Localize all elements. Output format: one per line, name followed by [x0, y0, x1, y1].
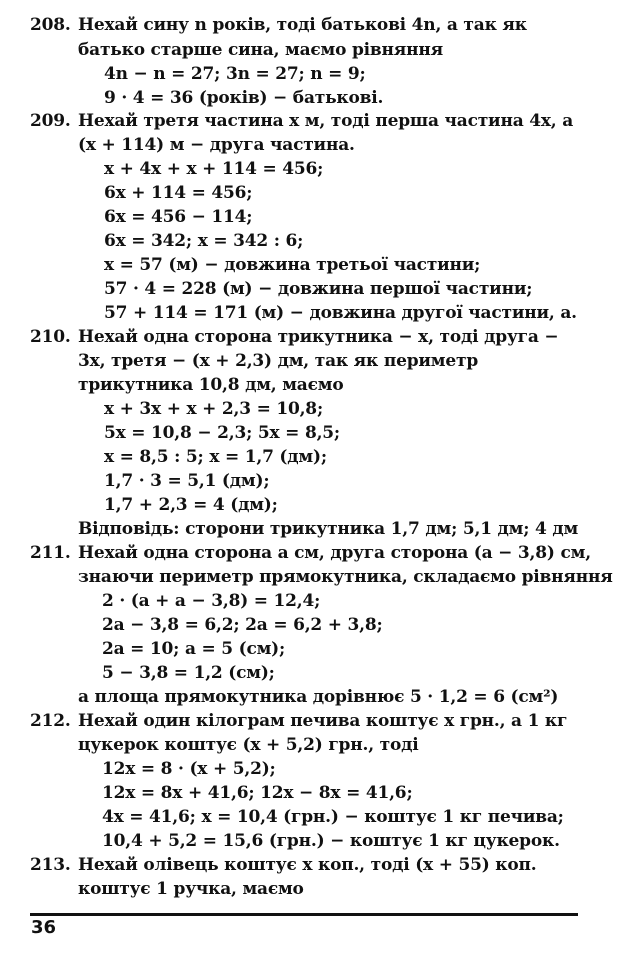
problem-number: 208.: [30, 15, 71, 35]
problem-211-line-2: знаючи периметр прямокутника, складаємо рівняння: [78, 567, 613, 587]
problem-212-line-5: 4x = 41,6; x = 10,4 (грн.) − коштує 1 кг печива;: [102, 807, 564, 827]
problem-209-line-2: (x + 114) м − друга частина.: [78, 135, 355, 155]
problem-209-line-3: x + 4x + x + 114 = 456;: [104, 159, 324, 179]
problem-211-line-4: 2а − 3,8 = 6,2; 2а = 6,2 + 3,8;: [102, 615, 383, 635]
problem-210-line-5: 5x = 10,8 − 2,3; 5x = 8,5;: [104, 423, 340, 443]
problem-208-line-2: батько старше сина, маємо рівняння: [78, 40, 443, 60]
problem-212-line-2: цукерок коштує (x + 5,2) грн., тоді: [78, 735, 419, 755]
problem-212-line-1: 212. Нехай один кілограм печива коштує x грн., а 1 кг: [30, 711, 568, 731]
problem-number: 211.: [30, 543, 71, 563]
problem-210-line-6: x = 8,5 : 5; x = 1,7 (дм);: [104, 447, 327, 467]
problem-209-line-5: 6x = 456 − 114;: [104, 207, 253, 227]
problem-210-line-3: трикутника 10,8 дм, маємо: [78, 375, 344, 395]
problem-number: 213.: [30, 855, 71, 875]
problem-209-line-4: 6x + 114 = 456;: [104, 183, 253, 203]
problem-209-line-6: 6x = 342; x = 342 : 6;: [104, 231, 304, 251]
problem-210-line-8: 1,7 + 2,3 = 4 (дм);: [104, 495, 278, 515]
footer-divider: [30, 913, 578, 916]
problem-209-line-9: 57 + 114 = 171 (м) − довжина другої частини, а.: [104, 303, 577, 323]
problem-210-line-1: 210. Нехай одна сторона трикутника − x, тоді друга −: [30, 327, 559, 347]
problem-211-line-3: 2 · (а + а − 3,8) = 12,4;: [102, 591, 321, 611]
problem-213-line-1: 213. Нехай олівець коштує x коп., тоді (x + 55) коп.: [30, 855, 537, 875]
problem-210-line-2: 3x, третя − (x + 2,3) дм, так як периметр: [78, 351, 478, 371]
problem-209-line-7: x = 57 (м) − довжина третьої частини;: [104, 255, 481, 275]
problem-210-line-4: x + 3x + x + 2,3 = 10,8;: [104, 399, 324, 419]
problem-211-line-5: 2а = 10; а = 5 (см);: [102, 639, 286, 659]
problem-211-line-6: 5 − 3,8 = 1,2 (см);: [102, 663, 275, 683]
problem-number: 210.: [30, 327, 71, 347]
problem-209-line-1: 209. Нехай третя частина x м, тоді перша частина 4x, а: [30, 111, 574, 131]
problem-209-line-8: 57 · 4 = 228 (м) − довжина першої частини;: [104, 279, 533, 299]
problem-208-line-4: 9 · 4 = 36 (років) − батькові.: [104, 88, 384, 108]
problem-213-line-2: коштує 1 ручка, маємо: [78, 879, 304, 899]
problem-number: 212.: [30, 711, 71, 731]
problem-208-line-3: 4n − n = 27; 3n = 27; n = 9;: [104, 64, 366, 84]
problem-212-line-6: 10,4 + 5,2 = 15,6 (грн.) − коштує 1 кг цукерок.: [102, 831, 560, 851]
problem-210-answer: Відповідь: сторони трикутника 1,7 дм; 5,1 дм; 4 дм: [78, 519, 579, 539]
page-number: 36: [31, 917, 57, 938]
problem-208-line-1: 208. Нехай сину n років, тоді батькові 4n, а так як: [30, 15, 527, 35]
problem-number: 209.: [30, 111, 71, 131]
problem-211-line-1: 211. Нехай одна сторона а см, друга сторона (а − 3,8) см,: [30, 543, 591, 563]
problem-211-line-7: а площа прямокутника дорівнює 5 · 1,2 = 6 (см²): [78, 687, 559, 707]
problem-210-line-7: 1,7 · 3 = 5,1 (дм);: [104, 471, 270, 491]
problem-212-line-4: 12x = 8x + 41,6; 12x − 8x = 41,6;: [102, 783, 413, 803]
problem-212-line-3: 12x = 8 · (x + 5,2);: [102, 759, 276, 779]
